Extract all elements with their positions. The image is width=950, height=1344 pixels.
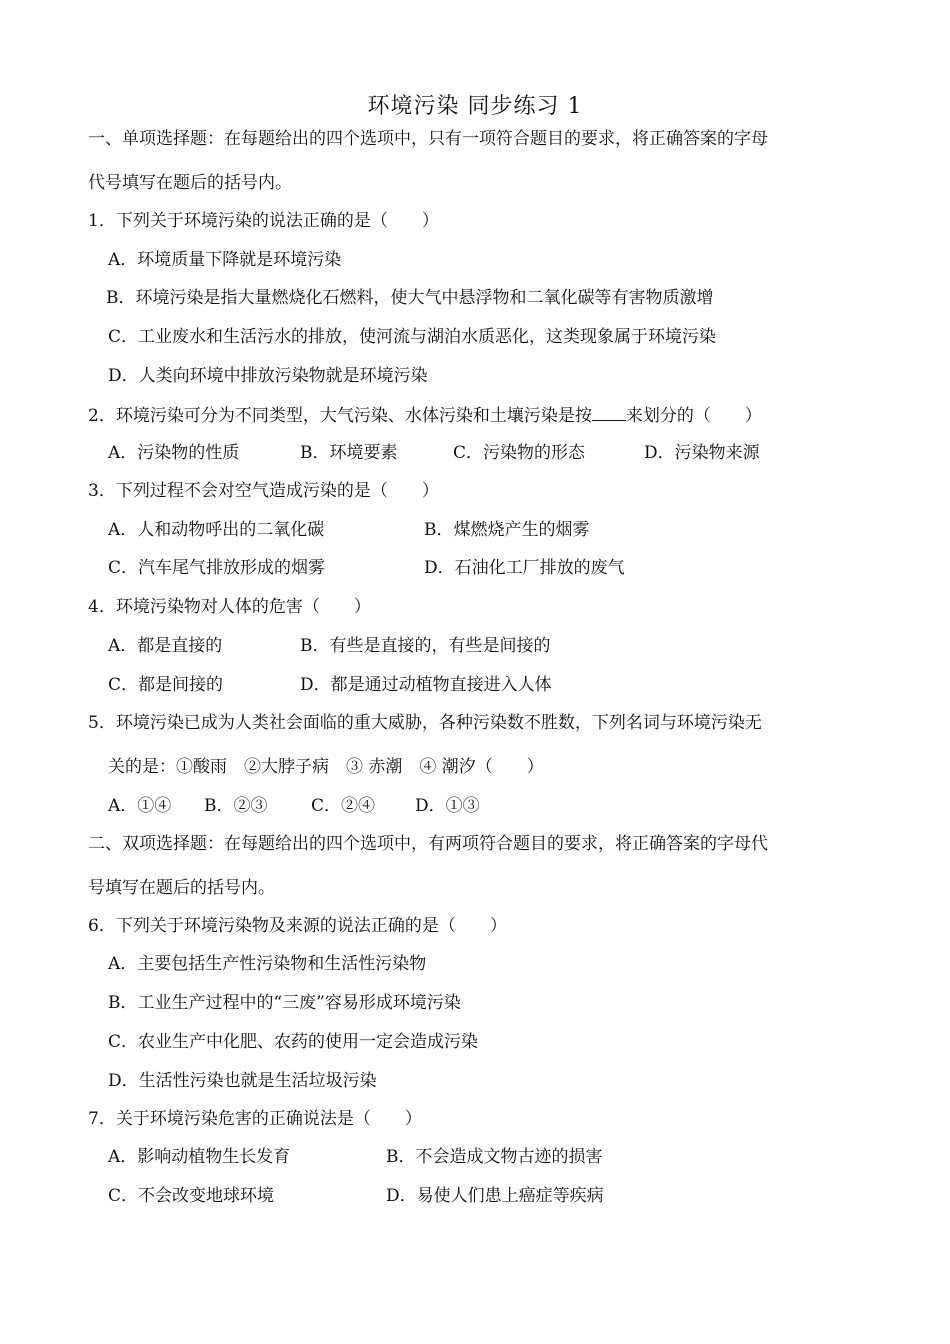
section2-instruction-cont: 号填写在题后的括号内。 bbox=[88, 878, 275, 898]
question-4-stem: 4．环境污染物对人体的危害（ ） bbox=[88, 597, 371, 617]
question-1-option-a: A．环境质量下降就是环境污染 bbox=[108, 250, 342, 270]
question-2-option-b: B．环境要素 bbox=[300, 443, 398, 463]
question-2-stem bbox=[88, 402, 762, 428]
answer-blank bbox=[592, 402, 626, 421]
question-1-option-b: B．环境污染是指大量燃烧化石燃料，使大气中悬浮物和二氧化碳等有害物质激增 bbox=[106, 288, 714, 308]
question-2-stem-part1: 2．环境污染可分为不同类型，大气污染、水体污染和土壤污染是按 bbox=[88, 406, 592, 426]
question-4-option-d: D．都是通过动植物直接进入人体 bbox=[300, 675, 552, 695]
question-7-option-b: B．不会造成文物古迹的损害 bbox=[386, 1147, 603, 1167]
question-2-option-c: C．污染物的形态 bbox=[453, 443, 586, 463]
question-3-option-d: D．石油化工厂排放的废气 bbox=[424, 558, 625, 578]
page-title: 环境污染 同步练习 1 bbox=[367, 94, 583, 119]
question-6-option-c: C．农业生产中化肥、农药的使用一定会造成污染 bbox=[108, 1032, 479, 1052]
question-2-option-a: A．污染物的性质 bbox=[108, 443, 240, 463]
question-6-option-b: B．工业生产过程中的“三废”容易形成环境污染 bbox=[108, 993, 461, 1013]
question-3-option-c: C．汽车尾气排放形成的烟雾 bbox=[108, 558, 326, 578]
question-4-option-c: C．都是间接的 bbox=[108, 675, 224, 695]
question-5-option-c: C．②④ bbox=[311, 796, 376, 816]
question-1-option-d: D．人类向环境中排放污染物就是环境污染 bbox=[108, 366, 428, 386]
question-4-option-b: B．有些是直接的，有些是间接的 bbox=[300, 636, 551, 656]
question-3-stem: 3．下列过程不会对空气造成污染的是（ ） bbox=[88, 481, 439, 501]
question-6-option-a: A．主要包括生产性污染物和生活性污染物 bbox=[108, 954, 427, 974]
section1-instruction-cont: 代号填写在题后的括号内。 bbox=[88, 173, 292, 193]
question-3-option-a: A．人和动物呼出的二氧化碳 bbox=[108, 520, 325, 540]
question-7-stem: 7．关于环境污染危害的正确说法是（ ） bbox=[88, 1109, 422, 1129]
section2-instruction: 二、双项选择题：在每题给出的四个选项中，有两项符合题目的要求，将正确答案的字母代 bbox=[88, 834, 768, 854]
question-7-option-c: C．不会改变地球环境 bbox=[108, 1186, 275, 1206]
question-5-stem-cont: 关的是：①酸雨 ②大脖子病 ③ 赤潮 ④ 潮汐（ ） bbox=[108, 757, 544, 777]
question-2-stem-part2: 来划分的（ ） bbox=[625, 406, 762, 426]
question-1-stem: 1．下列关于环境污染的说法正确的是（ ） bbox=[88, 211, 439, 231]
question-5-option-a: A．①④ bbox=[108, 796, 172, 816]
question-7-option-d: D．易使人们患上癌症等疾病 bbox=[386, 1186, 604, 1206]
question-1-option-c: C．工业废水和生活污水的排放，使河流与湖泊水质恶化，这类现象属于环境污染 bbox=[108, 327, 717, 347]
question-7-option-a: A．影响动植物生长发育 bbox=[108, 1147, 291, 1167]
question-6-option-d: D．生活性污染也就是生活垃圾污染 bbox=[108, 1071, 377, 1091]
question-3-option-b: B．煤燃烧产生的烟雾 bbox=[424, 520, 590, 540]
section1-instruction: 一、单项选择题：在每题给出的四个选项中，只有一项符合题目的要求，将正确答案的字母 bbox=[88, 129, 768, 149]
question-5-stem: 5．环境污染已成为人类社会面临的重大威胁，各种污染数不胜数，下列名词与环境污染无 bbox=[88, 713, 762, 733]
question-5-option-d: D．①③ bbox=[415, 796, 480, 816]
question-5-option-b: B．②③ bbox=[204, 796, 268, 816]
question-2-option-d: D．污染物来源 bbox=[644, 443, 760, 463]
question-4-option-a: A．都是直接的 bbox=[108, 636, 223, 656]
question-6-stem: 6．下列关于环境污染物及来源的说法正确的是（ ） bbox=[88, 916, 507, 936]
